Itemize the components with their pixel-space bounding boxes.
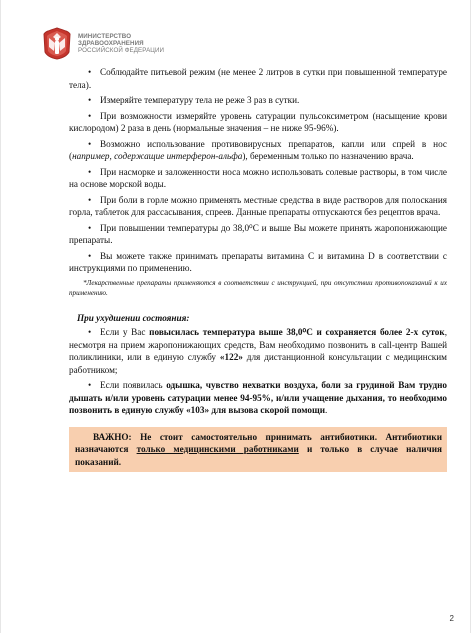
ministry-header (41, 26, 164, 60)
ministry-line-3: РОССИЙСКОЙ ФЕДЕРАЦИИ (78, 46, 165, 54)
important-text-start: ВАЖНО: Не стоит самостоятельно принимать антибиотики. Антибиотики назначаются (75, 431, 442, 454)
bullet-text: ), беременным только по назначению врача. (242, 151, 414, 161)
worsening-text: . (325, 405, 328, 415)
bullet-icon: • (88, 95, 92, 105)
bullet-text: При насморке и заложенности носа можно использовать солевые растворы, в том числе на основе морской воды. (69, 166, 447, 189)
document-body (69, 66, 447, 472)
bullet-paragraph (69, 166, 447, 191)
bullet-paragraph (69, 110, 447, 135)
worsening-text: , несмотря на прием жаропонижающих средств, Вам необходимо позвонить в call-центр Вашей поликлиники, или в единую службу (69, 327, 447, 362)
ministry-emblem-icon (41, 26, 73, 60)
bullet-icon: • (88, 166, 92, 177)
bullet-paragraph (69, 194, 447, 219)
bullet-italic-example: например, содержащие интерферон-альфа (72, 151, 243, 161)
bullet-text: При возможности измеряйте уровень сатурации пульсоксиметром (насыщение крови кислородом) 2 раза в день (нормальные значения – не ниже 95-96%). (69, 110, 447, 133)
worsening-text: Если у Вас (100, 327, 150, 337)
bullet-icon: • (88, 67, 92, 77)
bullet-text: Возможно использование противовирусных препаратов, капли или спрей в нос ( (69, 138, 447, 161)
bullet-text: Соблюдайте питьевой режим (не менее 2 литров в сутки при повышенной температуре тела). (69, 67, 447, 90)
bullet-paragraph (69, 94, 447, 107)
worsening-text: для дистанционной консультации с медицинским работником; (69, 352, 447, 375)
bullet-text: Измеряйте температуру тела не реже 3 раз в сутки. (100, 95, 300, 105)
important-text (75, 431, 442, 469)
bullet-paragraph (69, 250, 447, 275)
bullet-icon: • (88, 110, 92, 121)
bullet-text: При повышении температуры до 38,0⁰С и выше Вы можете принять жаропонижающие препараты. (69, 222, 447, 245)
bullet-icon: • (88, 222, 92, 233)
worsening-bold-text: повысилась температура выше 38,0⁰С и сохраняется более 2-х суток (149, 327, 445, 337)
important-notice (69, 427, 447, 473)
ministry-line-2: ЗДРАВООХРАНЕНИЯ (78, 39, 144, 47)
bullet-text: Вы можете также принимать препараты витамина С и витамина D в соответствии с инструкциями по применению. (69, 250, 447, 273)
bullet-paragraph (69, 138, 447, 163)
medication-note: *Лекарственные препараты применяются в соответствии с инструкцией, при отсутствии противопоказаний к их применению. (69, 278, 447, 297)
bullet-icon: • (88, 380, 92, 390)
worsening-heading: При ухудшении состояния: (77, 312, 190, 323)
page-number: 2 (449, 614, 454, 623)
ministry-line-1: МИНИСТЕРСТВО (78, 32, 132, 40)
bullet-icon: • (88, 327, 92, 337)
bullet-paragraph (69, 222, 447, 247)
bullet-icon: • (88, 194, 92, 205)
worsening-item (69, 326, 447, 376)
bullet-text: При боли в горле можно применять местные средства в виде растворов для полоскания горла, таблеток для рассасывания, спреев. Данные препараты отпускаются без рецептов врача. (69, 194, 447, 217)
worsening-text: Если появилась (100, 380, 167, 390)
service-number: «122» (219, 352, 243, 362)
ministry-name (78, 33, 164, 54)
worsening-bold-text: одышка, чувство нехватки воздуха, боли за грудиной Вам трудно дышать и/или уровень сатурации менее 94-95%, и/или учащение дыхания, то необходимо позвонить в единую службу «103» для вызова скорой помощи (69, 380, 447, 415)
bullet-icon: • (88, 138, 92, 149)
bullet-icon: • (88, 250, 92, 261)
worsening-item (69, 379, 447, 417)
important-underlined-text: только медицинскими работниками (136, 444, 299, 454)
important-text-end: и только в случае наличия показаний. (75, 444, 442, 467)
bullet-paragraph (69, 66, 447, 91)
